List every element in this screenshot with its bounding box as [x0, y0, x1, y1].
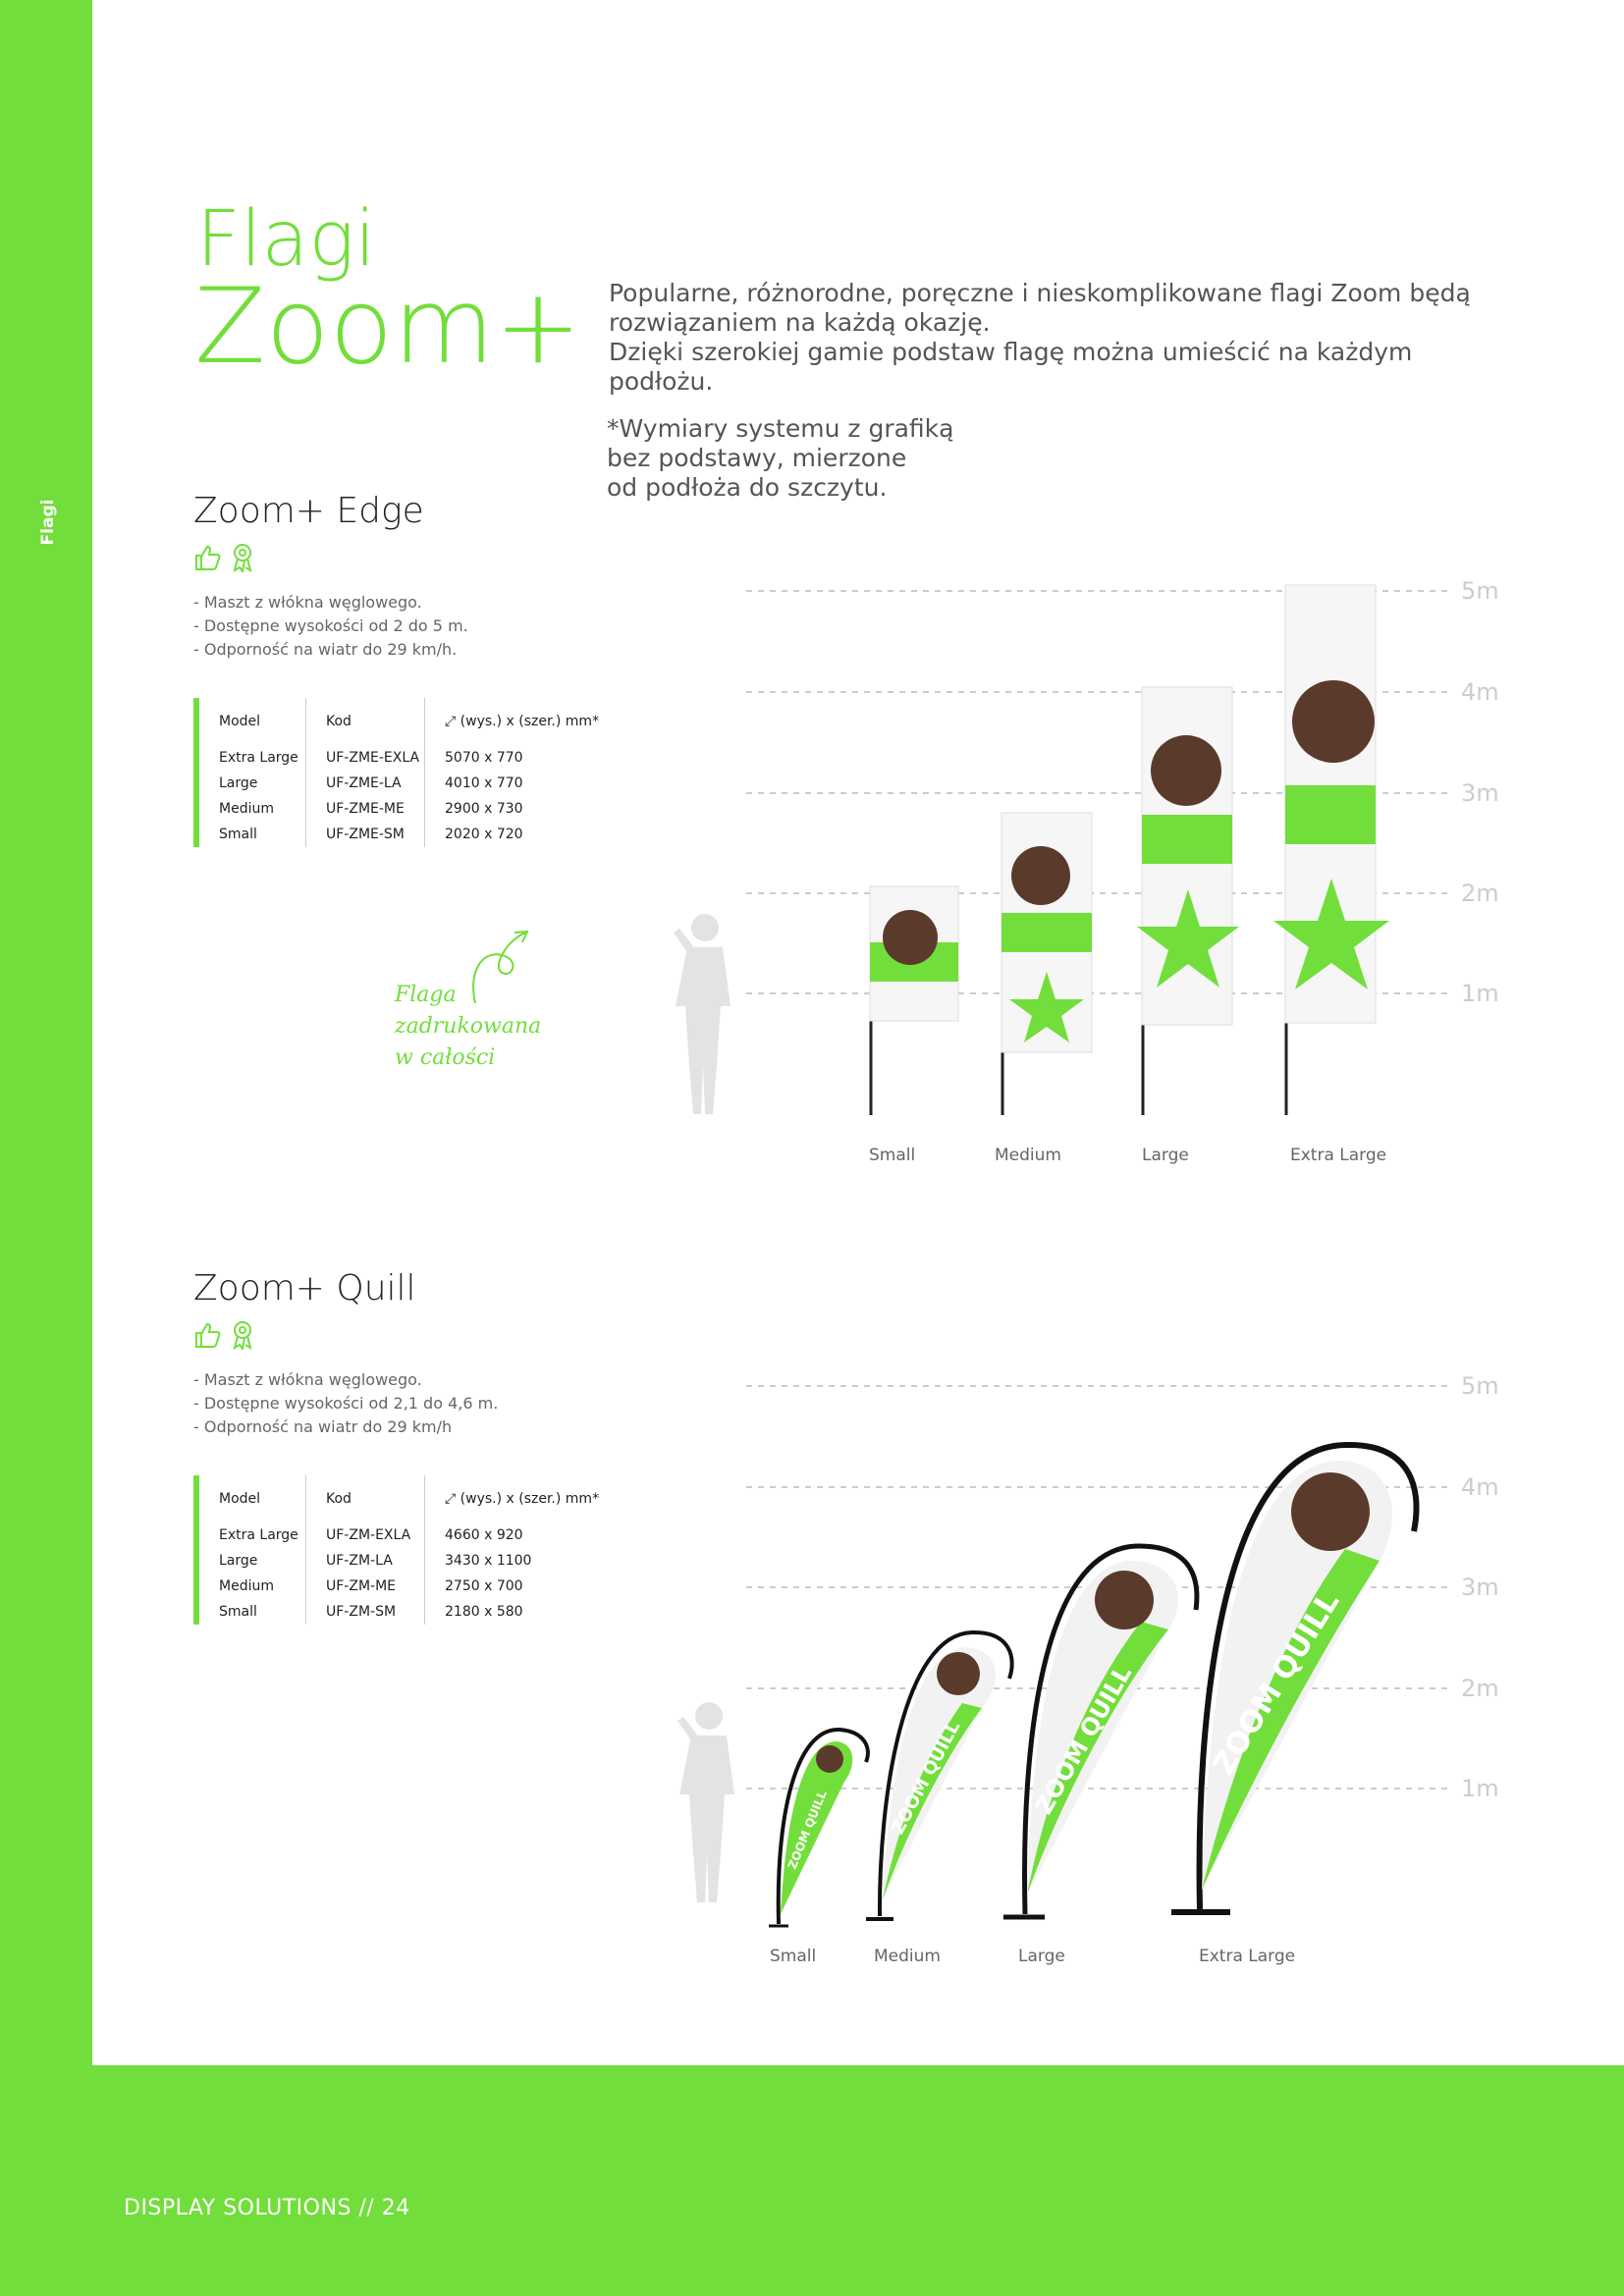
size-label-extra-large: Extra Large [1290, 1146, 1387, 1165]
feature-item: - Odporność na wiatr do 29 km/h [193, 1415, 498, 1439]
header-dims-label: (wys.) x (szer.) mm* [460, 714, 600, 729]
cell-model: Medium [219, 801, 274, 817]
cell-dims: 4010 x 770 [425, 771, 600, 796]
quill-flag-small [769, 1730, 868, 1926]
cell-model: Extra Large [219, 750, 298, 766]
cell-dims: 5070 x 770 [425, 745, 600, 771]
cell-dims: 2180 x 580 [425, 1599, 600, 1625]
cell-code: UF-ZM-LA [306, 1548, 425, 1574]
banner-text-extra-large: ZOOM QUILL [1207, 1585, 1347, 1782]
banner-text-large: ZOOM QUILL [1029, 1660, 1138, 1819]
cell-code: UF-ZM-SM [306, 1599, 425, 1625]
header-model: Model [219, 714, 261, 729]
scale-label-1m: 1m [1461, 1775, 1499, 1802]
feature-item: - Odporność na wiatr do 29 km/h. [193, 638, 468, 662]
header-dims-label: (wys.) x (szer.) mm* [460, 1491, 600, 1507]
cell-dims: 3430 x 1100 [425, 1548, 600, 1574]
sidebar-label: Flagi [38, 499, 58, 546]
intro-line: rozwiązaniem na każdą okazję. [609, 308, 991, 337]
feature-item: - Maszt z włókna węglowego. [193, 1368, 498, 1392]
edge-flag-medium [1001, 813, 1092, 1115]
resize-arrow-icon: ⤢ [445, 714, 457, 729]
scale-label-2m: 2m [1461, 880, 1499, 907]
note-line: od podłoża do szczytu. [607, 473, 888, 502]
feature-item: - Dostępne wysokości od 2,1 do 4,6 m. [193, 1392, 498, 1415]
size-label-medium: Medium [995, 1146, 1061, 1165]
cell-model: Small [219, 827, 257, 842]
feature-item: - Maszt z włókna węglowego. [193, 591, 468, 614]
resize-arrow-icon: ⤢ [445, 1491, 457, 1507]
banner-text-medium: ZOOM QUILL [887, 1718, 965, 1839]
cell-model: Large [219, 1553, 258, 1569]
edge-title: Zoom+ Edge [193, 491, 424, 531]
note-line: *Wymiary systemu z grafiką [607, 414, 954, 443]
handnote-line: w całości [395, 1045, 496, 1070]
size-label-medium: Medium [874, 1947, 941, 1966]
edge-flag-extra-large [1273, 585, 1389, 1115]
quill-size-chart [0, 1325, 1624, 1973]
intro-line: Popularne, różnorodne, poręczne i nieskomplikowane flagi Zoom będą [609, 279, 1471, 307]
scale-label-2m: 2m [1461, 1675, 1499, 1702]
edge-flag-large [1137, 687, 1239, 1115]
scale-label-3m: 3m [1461, 779, 1499, 807]
intro-line: Dzięki szerokiej gamie podstaw flagę można umieścić na każdym podłożu. [609, 338, 1413, 396]
size-label-large: Large [1142, 1146, 1189, 1165]
cell-dims: 4660 x 920 [425, 1522, 600, 1548]
header-code: Kod [306, 698, 425, 745]
footer-band [0, 2065, 1624, 2296]
feature-item: - Dostępne wysokości od 2 do 5 m. [193, 614, 468, 638]
size-label-small: Small [869, 1146, 916, 1165]
cell-code: UF-ZME-EXLA [306, 745, 425, 771]
edge-flag-small [870, 886, 958, 1115]
size-label-small: Small [770, 1947, 817, 1966]
scale-label-5m: 5m [1461, 577, 1499, 605]
scale-label-4m: 4m [1461, 678, 1499, 706]
cell-dims: 2750 x 700 [425, 1574, 600, 1599]
cell-code: UF-ZME-ME [306, 796, 425, 822]
banner-text-small: ZOOM QUILL [785, 1789, 830, 1872]
scale-label-4m: 4m [1461, 1473, 1499, 1501]
cell-dims: 2900 x 730 [425, 796, 600, 822]
cell-code: UF-ZM-EXLA [306, 1522, 425, 1548]
cell-dims: 2020 x 720 [425, 822, 600, 847]
page-title-line2: Zoom+ [194, 266, 582, 387]
cell-model: Large [219, 775, 258, 791]
size-label-large: Large [1018, 1947, 1065, 1966]
page-title-line1: Flagi [196, 195, 376, 284]
person-silhouette [677, 1702, 734, 1902]
cell-model: Extra Large [219, 1527, 298, 1543]
note-line: bez podstawy, mierzone [607, 444, 907, 472]
cell-model: Small [219, 1604, 257, 1620]
cell-code: UF-ZM-ME [306, 1574, 425, 1599]
footer-text: DISPLAY SOLUTIONS // 24 [124, 2196, 410, 2220]
quill-title: Zoom+ Quill [193, 1268, 416, 1308]
header-code: Kod [306, 1475, 425, 1522]
quill-flag-medium [866, 1632, 1012, 1919]
person-silhouette [674, 914, 731, 1114]
cell-model: Medium [219, 1578, 274, 1594]
cell-code: UF-ZME-LA [306, 771, 425, 796]
scale-label-5m: 5m [1461, 1372, 1499, 1400]
handnote-line: Flaga [395, 983, 457, 1007]
cell-code: UF-ZME-SM [306, 822, 425, 847]
handnote-line: zadrukowana [395, 1014, 542, 1039]
size-label-extra-large: Extra Large [1199, 1947, 1296, 1966]
scale-label-1m: 1m [1461, 980, 1499, 1007]
scale-label-3m: 3m [1461, 1574, 1499, 1601]
header-model: Model [219, 1491, 261, 1507]
